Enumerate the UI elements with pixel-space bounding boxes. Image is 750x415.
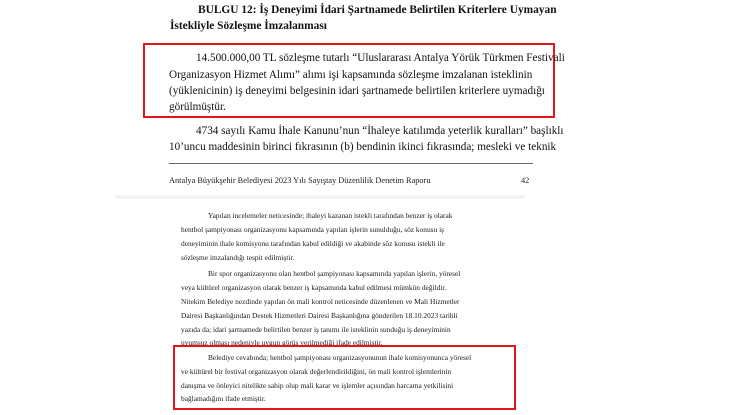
finding-paragraph-line2: Organizasyon Hizmet Alımı” alımı işi kapsamında sözleşme imzalanan isteklinin	[169, 69, 533, 81]
second-para2-line2: veya kültürel organizasyon olarak benzer iş kapsamında kabul edilmesi mümkün değildir.	[181, 283, 447, 292]
footer-page-number: 42	[521, 176, 530, 185]
second-para3-line2: ve kültürel bir festival organizasyon olarak değerlendirildiğini, ön mali kontrol işlemlerinin	[181, 367, 452, 376]
finding-heading-line2: İstekliyle Sözleşme İmzalanması	[170, 20, 327, 32]
footer-report-title: Antalya Büyükşehir Belediyesi 2023 Yılı Sayıştay Düzenlilik Denetim Raporu	[169, 176, 431, 185]
second-para1-line2: hentbol şampiyonası organizasyonu kapsamında yapılan işlerin sunulduğu, söz konusu iş	[181, 225, 445, 234]
footer-rule	[169, 163, 533, 164]
finding-heading-line1: BULGU 12: İş Deneyimi İdari Şartnamede Belirtilen Kriterlere Uymayan	[198, 4, 557, 16]
law-paragraph-line1: 4734 sayılı Kamu İhale Kanunu’nun “İhaleye katılımda yeterlik kuralları” başlıklı	[196, 125, 564, 137]
second-para1-line3: deneyiminin ihale komisyonu tarafından kabul edildiği ve akabinde söz konusu istekli ile	[181, 239, 445, 248]
second-para3-line4: bağlamadığını ifade etmiştir.	[181, 394, 266, 403]
page-gap	[115, 195, 525, 199]
second-para1-line4: sözleşme imzalandığı tespit edilmiştir.	[181, 253, 295, 262]
second-para2-line4: Dairesi Başkanlığından Destek Hizmetleri Dairesi Başkanlığına gönderilen 18.10.2023 tarihli	[181, 311, 458, 320]
second-para1-line1: Yapılan incelemeler neticesinde; ihaleyi kazanan istekli tarafından benzer iş olarak	[208, 211, 453, 220]
second-para2-line5: yazıda da; idari şartnamede belirtilen benzer iş tanımı ile isteklinin sunduğu iş deneyiminin	[181, 325, 451, 334]
finding-paragraph-line3: (yüklenicinin) iş deneyimi belgesinin idari şartnamede belirtilen kriterlere uymadığı	[169, 85, 545, 97]
law-paragraph-line2: 10’uncu maddesinin birinci fıkrasının (b) bendinin ikinci fıkrasında; mesleki ve teknik	[169, 141, 557, 153]
second-para3-line3: danışma ve önleyici nitelikte sahip olup mali karar ve işlemler açısından harcama yetkilisini	[181, 381, 454, 390]
second-para2-line6: uyumsuz olması nedeniyle uygun görüş verilmediği ifade edilmiştir.	[181, 338, 383, 347]
second-para2-line1: Bir spor organizasyonu olan hentbol şampiyonası kapsamında yapılan işlerin, yöresel	[208, 269, 461, 278]
finding-paragraph-line4: görülmüştür.	[169, 101, 226, 113]
finding-paragraph-line1: 14.500.000,00 TL sözleşme tutarlı “Uluslararası Antalya Yörük Türkmen Festivali	[196, 52, 565, 64]
second-para2-line3: Nitekim Belediye nezdinde yapılan ön mali kontrol neticesinde düzenlenen ve Mali Hizmetler	[181, 297, 460, 306]
second-para3-line1: Belediye cevabında; hentbol şampiyonası organizasyonunun ihale komisyonunca yöresel	[208, 353, 472, 362]
